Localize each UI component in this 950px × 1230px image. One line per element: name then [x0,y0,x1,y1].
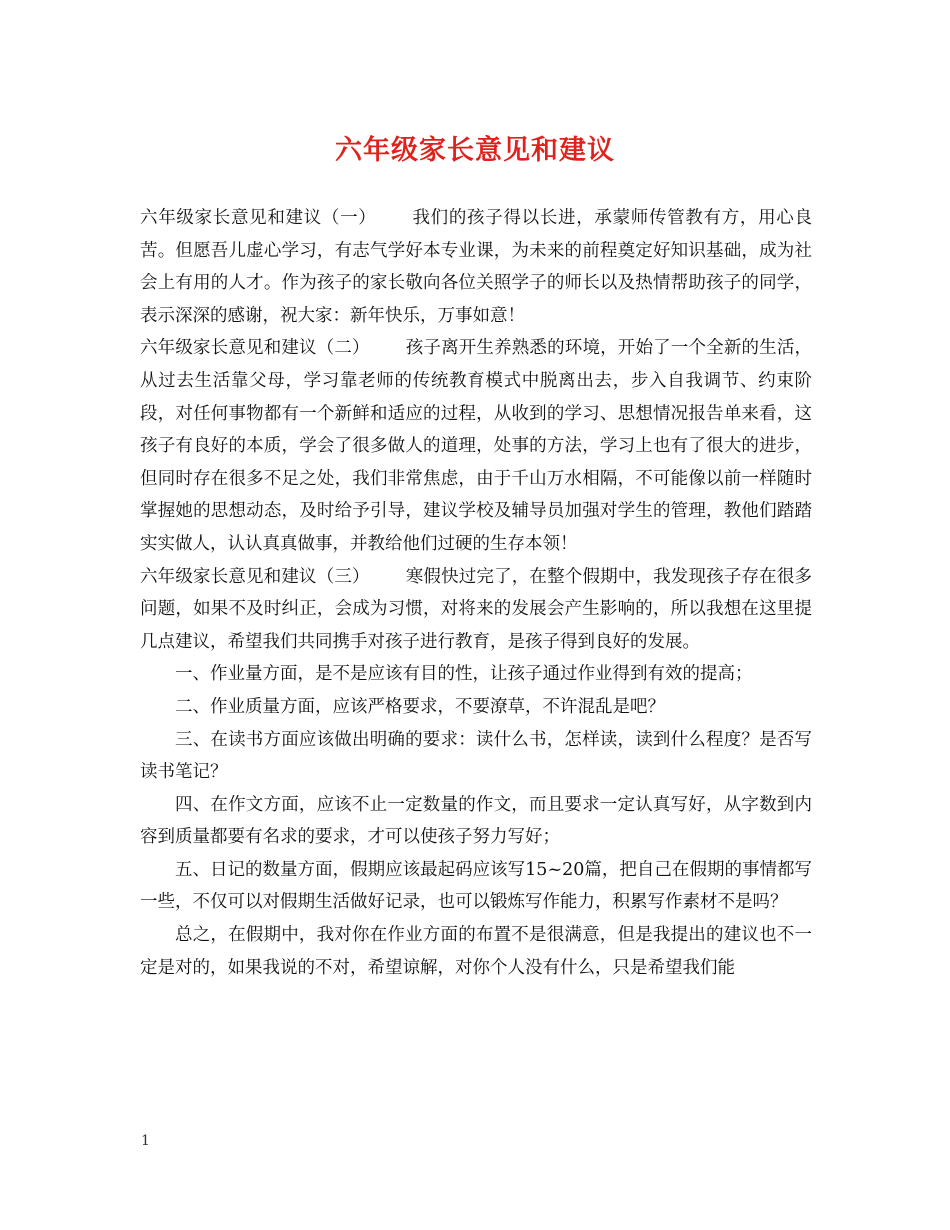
suggestion-point-4: 四、在作文方面，应该不止一定数量的作文，而且要求一定认真写好，从字数到内容到质量都要有名求的要求，才可以使孩子努力写好； [140,794,812,848]
section-text-1: 我们的孩子得以长进，承蒙师传管教有方，用心良苦。但愿吾儿虚心学习，有志气学好本专业课，为未来的前程奠定好知识基础，成为社会上有用的人才。作为孩子的家长敬向各位关照学子的师长以及热情帮助孩子的同学，表示深深的感谢，祝大家：新年快乐，万事如意！ [140,208,812,326]
suggestion-point-3: 三、在读书方面应该做出明确的要求：读什么书，怎样读，读到什么程度？是否写读书笔记？ [140,729,812,783]
document-body [140,202,812,984]
section-text-2: 孩子离开生养熟悉的环境，开始了一个全新的生活，从过去生活靠父母，学习靠老师的传统教育模式中脱离出去，步入自我调节、约束阶段，对任何事物都有一个新鲜和适应的过程，从收到的学习、思想情况报告单来看，这孩子有良好的本质，学会了很多做人的道理，处事的方法，学习上也有了很大的进步，但同时存在很多不足之处，我们非常焦虑，由于千山万水相隔，不可能像以前一样随时掌握她的思想动态，及时给予引导，建议学校及辅导员加强对学生的管理，教他们踏踏实实做人，认认真真做事，并教给他们过硬的生存本领！ [140,338,813,554]
section-paragraph-2 [140,332,812,560]
section-heading-2: 六年级家长意见和建议（二） [140,338,370,359]
page-number: 1 [141,1133,150,1149]
section-text-3: 寒假快过完了，在整个假期中，我发现孩子存在很多问题，如果不及时纠正，会成为习惯，对将来的发展会产生影响的，所以我想在这里提几点建议，希望我们共同携手对孩子进行教育，是孩子得到良好的发展。 [140,566,813,652]
document-title: 六年级家长意见和建议 [335,135,615,166]
suggestion-point-2: 二、作业质量方面，应该严格要求，不要潦草，不许混乱是吧？ [175,696,665,717]
section-heading-1: 六年级家长意见和建议（一） [140,208,377,228]
section-heading-3: 六年级家长意见和建议（三） [140,566,370,587]
suggestion-point-5: 五、日记的数量方面，假期应该最起码应该写15~20篇，把自己在假期的事情都写一些，不仅可以对假期生活做好记录，也可以锻炼写作能力，积累写作素材不是吗？ [140,859,812,913]
section-paragraph-3 [140,561,812,659]
suggestion-point-1: 一、作业量方面，是不是应该有目的性，让孩子通过作业得到有效的提高； [175,664,753,685]
section-paragraph-1 [140,202,812,332]
conclusion-paragraph: 总之，在假期中，我对你在作业方面的布置不是很满意，但是我提出的建议也不一定是对的，如果我说的不对，希望谅解，对你个人没有什么，只是希望我们能 [140,925,812,978]
